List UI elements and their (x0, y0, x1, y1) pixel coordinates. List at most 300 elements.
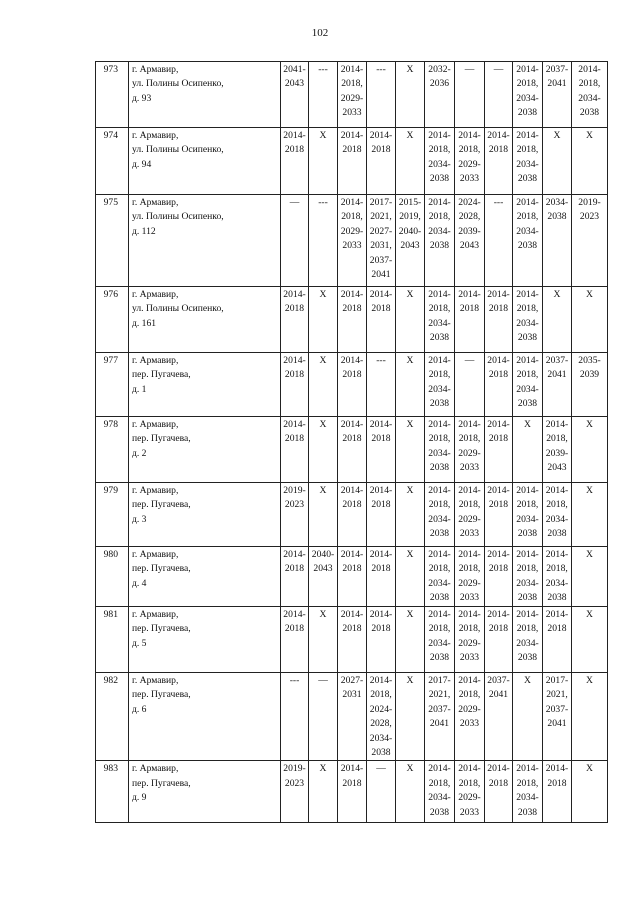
period-line: 2014- (545, 485, 569, 496)
period-cell (572, 547, 608, 607)
period-line: 2017- (428, 675, 451, 686)
period-line: 2014- (487, 609, 510, 620)
period-line: 2018, (428, 144, 451, 156)
period-line: 2038 (429, 173, 450, 185)
period-line: Х (586, 419, 593, 430)
period-line: 2038 (579, 107, 600, 119)
period-line: 2018, (546, 499, 568, 511)
period-line: 2039 (579, 369, 600, 381)
period-cell (396, 607, 425, 673)
period-line: 2018, (458, 689, 481, 701)
period-cell (543, 353, 572, 417)
period-line: 2014- (340, 763, 364, 775)
period-line: 2041 (371, 269, 391, 281)
period-line: 2014- (283, 419, 306, 430)
period-line: 2014- (340, 64, 364, 75)
period-cell (425, 761, 455, 823)
period-line: --- (318, 197, 328, 208)
address-line: д. 6 (132, 703, 147, 715)
period-line: 2018, (516, 369, 539, 381)
period-line: 2018 (342, 303, 362, 315)
period-line: Х (319, 355, 327, 366)
period-cell (309, 195, 338, 287)
period-line: 2018, (516, 499, 539, 511)
period-cell (455, 417, 485, 483)
period-cell (572, 287, 608, 353)
period-cell (513, 673, 543, 761)
period-line: 2018 (547, 623, 567, 635)
period-line: 2021, (370, 211, 392, 223)
period-line: Х (406, 355, 414, 366)
period-line: 2018 (488, 499, 509, 511)
period-cell (309, 483, 338, 547)
period-line: 2032- (428, 64, 451, 75)
period-line: 2027- (340, 675, 364, 686)
period-line: 2018, (428, 433, 451, 445)
period-line: 2037- (545, 703, 569, 715)
period-line: 2038 (547, 211, 567, 223)
period-line: 2038 (517, 173, 538, 185)
address-line: д. 5 (132, 637, 147, 649)
period-cell (309, 353, 338, 417)
period-line: 2038 (517, 652, 538, 664)
period-line: 2031, (370, 240, 392, 252)
period-line: 2034- (516, 577, 539, 589)
period-line: 2034- (516, 158, 539, 170)
address-line: д. 2 (132, 447, 147, 459)
period-line: Х (406, 675, 414, 686)
row-number: 981 (96, 607, 129, 673)
period-line: Х (319, 763, 327, 775)
period-line: 2018, (516, 623, 539, 635)
period-cell (367, 128, 396, 195)
period-cell (425, 62, 455, 128)
period-line: 2018 (284, 369, 305, 381)
period-cell (281, 195, 309, 287)
period-cell (425, 607, 455, 673)
period-cell (425, 673, 455, 761)
period-line: 2014- (340, 289, 364, 300)
address-line: ул. Полины Осипенко, (132, 211, 224, 223)
period-line: 2014- (487, 355, 510, 366)
period-line: 2018, (516, 303, 539, 315)
period-line: 2034- (428, 513, 451, 525)
address-line: пер. Пугачева, (132, 623, 191, 635)
period-line: 2014- (283, 130, 306, 141)
period-cell (543, 128, 572, 195)
period-line: 2038 (429, 806, 450, 818)
period-line: Х (406, 609, 414, 620)
period-line: 2034- (428, 225, 451, 237)
period-line: --- (376, 355, 386, 366)
row-number: 974 (96, 128, 129, 195)
period-line: 2018, (546, 563, 568, 575)
period-line: 2041 (429, 718, 450, 730)
period-cell (513, 128, 543, 195)
address-line: г. Армавир, (132, 197, 179, 208)
period-cell (572, 128, 608, 195)
period-line: 2034- (516, 792, 539, 804)
period-line: 2028, (370, 718, 392, 730)
period-line: 2029- (340, 225, 364, 237)
period-line: 2018 (371, 303, 391, 315)
table-row (96, 417, 608, 483)
row-number: 973 (96, 62, 129, 128)
period-cell (513, 62, 543, 128)
period-line: 2024- (458, 197, 481, 208)
period-line: 2038 (429, 332, 450, 344)
period-line: 2034- (428, 792, 451, 804)
period-line: 2018 (342, 623, 362, 635)
period-line: 2018, (516, 777, 539, 789)
period-line: --- (376, 64, 386, 75)
period-line: 2043 (400, 240, 420, 252)
period-line: 2014- (428, 197, 451, 208)
row-number: 983 (96, 761, 129, 823)
period-cell (367, 287, 396, 353)
period-line: 2014- (428, 130, 451, 141)
period-line: 2038 (547, 528, 567, 540)
period-cell (543, 195, 572, 287)
period-line: 2043 (284, 78, 305, 90)
period-line: 2014- (487, 130, 510, 141)
period-cell (572, 417, 608, 483)
period-line: Х (553, 289, 561, 300)
period-line: 2038 (429, 398, 450, 410)
period-line: 2014- (369, 130, 393, 141)
period-cell (455, 195, 485, 287)
period-cell (572, 761, 608, 823)
period-line: 2034- (516, 383, 539, 395)
period-line: 2018, (458, 144, 481, 156)
period-line: Х (319, 419, 327, 430)
period-cell (572, 673, 608, 761)
table-row (96, 128, 608, 195)
period-line: 2018, (341, 78, 363, 90)
period-cell (396, 761, 425, 823)
period-line: 2038 (429, 652, 450, 664)
period-line: Х (406, 289, 414, 300)
period-line: 2018 (488, 144, 509, 156)
period-line: 2038 (547, 592, 567, 604)
period-line: 2018, (516, 78, 539, 90)
period-line: 2041 (488, 689, 509, 701)
period-line: 2018, (428, 777, 451, 789)
period-cell (338, 417, 367, 483)
period-line: 2018 (342, 777, 362, 789)
period-cell (572, 607, 608, 673)
period-line: 2018, (516, 563, 539, 575)
period-line: 2033 (459, 652, 480, 664)
period-line: Х (319, 130, 327, 141)
period-line: 2014- (369, 419, 393, 430)
period-line: 2018 (342, 563, 362, 575)
period-line: 2018, (458, 563, 481, 575)
address-line: г. Армавир, (132, 675, 179, 686)
address-line: ул. Полины Осипенко, (132, 144, 224, 156)
schedule-table (95, 61, 608, 823)
period-cell (543, 761, 572, 823)
period-cell (572, 62, 608, 128)
period-cell (309, 417, 338, 483)
period-line: 2014- (428, 609, 451, 620)
period-cell (425, 287, 455, 353)
period-cell (543, 673, 572, 761)
period-line: 2023 (579, 211, 600, 223)
period-line: 2018 (547, 777, 567, 789)
period-line: 2033 (459, 462, 480, 474)
period-line: 2040- (311, 549, 335, 560)
period-line: 2023 (284, 499, 305, 511)
period-line: 2014- (458, 289, 481, 300)
period-line: 2018 (488, 433, 509, 445)
period-line: 2019, (399, 211, 421, 223)
period-line: 2023 (284, 777, 305, 789)
period-line: 2039- (458, 225, 481, 237)
period-cell (309, 62, 338, 128)
row-number: 977 (96, 353, 129, 417)
address-line: д. 112 (132, 225, 156, 237)
period-line: — (289, 197, 300, 208)
period-line: 2014- (516, 289, 539, 300)
period-cell (455, 547, 485, 607)
period-line: Х (406, 419, 414, 430)
period-line: 2035- (578, 355, 601, 366)
period-cell (338, 547, 367, 607)
period-cell (425, 353, 455, 417)
period-cell (425, 128, 455, 195)
period-line: 2014- (458, 419, 481, 430)
period-cell (455, 607, 485, 673)
period-line: Х (319, 485, 327, 496)
period-line: 2019- (283, 485, 306, 496)
period-cell (455, 62, 485, 128)
period-cell (396, 195, 425, 287)
period-cell (455, 128, 485, 195)
period-line: 2040- (398, 225, 422, 237)
period-line: 2041 (547, 718, 567, 730)
period-cell (572, 483, 608, 547)
period-line: 2018 (342, 144, 362, 156)
period-line: 2018 (342, 499, 362, 511)
period-line: 2018 (371, 433, 391, 445)
period-cell (281, 547, 309, 607)
period-cell (455, 287, 485, 353)
period-line: 2037- (545, 355, 569, 366)
period-cell (455, 483, 485, 547)
period-line: 2038 (429, 462, 450, 474)
period-line: 2014- (369, 289, 393, 300)
period-cell (309, 128, 338, 195)
period-line: 2027- (369, 225, 393, 237)
period-line: — (318, 675, 328, 686)
period-line: 2021, (428, 689, 451, 701)
period-line: 2014- (340, 197, 364, 208)
period-cell (281, 483, 309, 547)
table-row (96, 483, 608, 547)
period-line: 2014- (545, 549, 569, 560)
period-cell (367, 353, 396, 417)
period-cell (281, 128, 309, 195)
period-line: 2017- (369, 197, 393, 208)
period-line: 2014- (487, 549, 510, 560)
period-line: 2029- (340, 92, 364, 104)
period-cell (338, 287, 367, 353)
schedule-table-body (96, 62, 608, 823)
address-line: г. Армавир, (132, 130, 179, 141)
period-cell (543, 417, 572, 483)
period-line: 2018, (458, 777, 481, 789)
period-line: 2029- (458, 447, 481, 459)
period-line: 2014- (283, 355, 306, 366)
period-line: 2018, (546, 433, 568, 445)
address-line: д. 94 (132, 158, 152, 170)
period-line: Х (406, 130, 414, 141)
period-cell (396, 673, 425, 761)
period-line: 2018, (428, 499, 451, 511)
period-line: 2014- (428, 355, 451, 366)
period-line: 2014- (428, 549, 451, 560)
period-line: 2014- (369, 485, 393, 496)
period-line: 2018, (578, 78, 601, 90)
period-cell (367, 761, 396, 823)
period-cell (425, 547, 455, 607)
period-cell (396, 128, 425, 195)
period-cell (338, 62, 367, 128)
period-line: 2014- (516, 609, 539, 620)
table-row (96, 195, 608, 287)
period-cell (281, 761, 309, 823)
period-cell (367, 673, 396, 761)
period-cell (543, 483, 572, 547)
address-line: д. 3 (132, 513, 147, 525)
address-line: г. Армавир, (132, 485, 179, 496)
period-line: 2018 (371, 623, 391, 635)
period-line: 2034- (369, 732, 393, 744)
period-line: 2014- (487, 485, 510, 496)
period-line: 2019- (283, 763, 306, 775)
table-row (96, 673, 608, 761)
period-line: 2018, (458, 499, 481, 511)
period-cell (485, 287, 513, 353)
period-cell (485, 128, 513, 195)
period-cell (309, 607, 338, 673)
row-number: 975 (96, 195, 129, 287)
period-line: 2036 (429, 78, 450, 90)
address-cell (129, 353, 281, 417)
period-line: 2018, (516, 211, 539, 223)
address-cell (129, 287, 281, 353)
period-line: 2018 (342, 369, 362, 381)
period-line: 2018 (284, 303, 305, 315)
period-line: 2014- (487, 419, 510, 430)
period-line: 2034- (428, 317, 451, 329)
period-line: 2034- (516, 225, 539, 237)
table-row (96, 287, 608, 353)
period-cell (485, 353, 513, 417)
table-row (96, 62, 608, 128)
period-line: 2018, (428, 623, 451, 635)
period-line: 2039- (545, 447, 569, 459)
period-line: 2014- (369, 675, 393, 686)
period-line: 2018 (488, 623, 509, 635)
period-cell (572, 353, 608, 417)
period-cell (485, 607, 513, 673)
address-line: г. Армавир, (132, 549, 179, 560)
period-line: Х (406, 485, 414, 496)
period-line: 2034- (428, 383, 451, 395)
period-line: 2014- (340, 609, 364, 620)
period-line: 2018 (371, 144, 391, 156)
address-line: д. 4 (132, 577, 147, 589)
period-line: 2038 (517, 528, 538, 540)
period-cell (513, 353, 543, 417)
period-line: 2014- (516, 763, 539, 775)
period-cell (485, 547, 513, 607)
address-line: д. 1 (132, 383, 147, 395)
period-cell (367, 417, 396, 483)
period-line: 2014- (340, 419, 364, 430)
period-line: 2014- (458, 549, 481, 560)
period-cell (338, 483, 367, 547)
period-line: 2029- (458, 637, 481, 649)
period-line: 2018 (488, 563, 509, 575)
period-cell (396, 287, 425, 353)
period-line: 2014- (487, 763, 510, 775)
period-line: 2014- (340, 130, 364, 141)
period-cell (572, 195, 608, 287)
period-cell (367, 195, 396, 287)
period-line: 2014- (283, 549, 306, 560)
period-line: 2041- (283, 64, 306, 75)
row-number: 979 (96, 483, 129, 547)
period-line: 2014- (545, 419, 569, 430)
period-line: 2038 (429, 528, 450, 540)
period-cell (367, 547, 396, 607)
period-line: 2014- (516, 355, 539, 366)
period-line: 2014- (428, 419, 451, 430)
period-line: Х (586, 485, 593, 496)
period-line: — (493, 64, 504, 75)
period-line: 2034- (428, 158, 451, 170)
period-line: --- (318, 64, 328, 75)
address-line: ул. Полины Осипенко, (132, 78, 224, 90)
period-line: 2043 (459, 240, 480, 252)
period-line: 2033 (459, 173, 480, 185)
period-line: 2017- (545, 675, 569, 686)
period-line: 2037- (487, 675, 510, 686)
table-row (96, 761, 608, 823)
period-line: — (376, 763, 386, 775)
address-cell (129, 483, 281, 547)
period-line: 2018 (488, 369, 509, 381)
period-cell (485, 195, 513, 287)
period-line: 2041 (547, 369, 567, 381)
table-row (96, 607, 608, 673)
period-cell (396, 62, 425, 128)
period-cell (396, 547, 425, 607)
period-line: 2034- (545, 577, 569, 589)
address-cell (129, 761, 281, 823)
period-line: Х (586, 763, 593, 775)
address-line: пер. Пугачева, (132, 369, 191, 381)
address-line: г. Армавир, (132, 763, 179, 775)
period-line: 2033 (342, 240, 362, 252)
period-cell (455, 761, 485, 823)
period-cell (338, 761, 367, 823)
period-line: 2014- (458, 485, 481, 496)
period-line: 2018 (284, 563, 305, 575)
